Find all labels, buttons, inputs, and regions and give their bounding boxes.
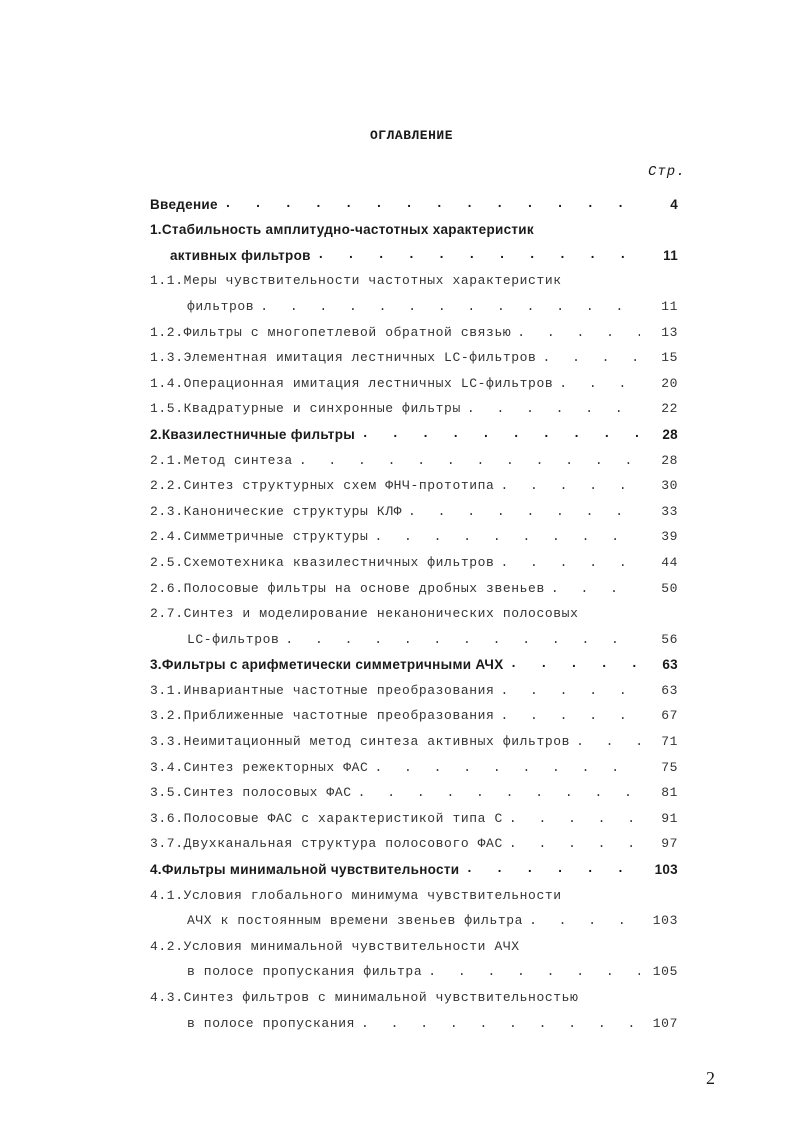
toc-entry-page: 105 [652, 964, 678, 980]
toc-entry-page: 103 [652, 913, 678, 929]
toc-entry-title: в полосе пропускания фильтра [187, 964, 423, 980]
toc-section-entry [150, 775, 678, 801]
toc-entry-title: Введение [150, 196, 218, 212]
toc-leader-dots [504, 657, 641, 672]
toc-section-entry [150, 493, 678, 519]
toc-section-entry [150, 698, 678, 724]
toc-leader-dots [503, 836, 640, 851]
toc-entry-title: фильтров [187, 298, 255, 314]
toc-entry-page: 56 [661, 631, 678, 647]
toc-entry-page: 44 [661, 554, 678, 570]
toc-entry-title: 3.4.Синтез режекторных ФАС [150, 759, 369, 775]
toc-leader-dots [511, 325, 640, 340]
toc-entry-title: 1.4.Операционная имитация лестничных LC-фильтров [150, 375, 554, 391]
toc-section-entry [150, 340, 678, 366]
toc-entry-page: 50 [661, 580, 678, 596]
toc-entry-page: 67 [661, 708, 678, 724]
toc-section-entry [150, 288, 678, 314]
toc-entry-title: 3.1.Инвариантные частотные преобразования [150, 682, 495, 698]
toc-entry-title: в полосе пропускания [187, 1015, 356, 1031]
toc-entry-title: 1.1.Меры чувствительности частотных характеристик [150, 273, 562, 289]
toc-entry-title: 4.1.Условия глобального минимума чувствительности [150, 887, 562, 903]
page-title: ОГЛАВЛЕНИЕ [369, 128, 453, 143]
toc-leader-dots [553, 376, 640, 391]
toc-leader-dots [368, 760, 640, 775]
toc-entry-title: 1.5.Квадратурные и синхронные фильтры [150, 401, 461, 417]
toc-leader-dots [279, 632, 640, 647]
toc-entry-title: 4.Фильтры минимальной чувствительности [150, 862, 460, 878]
toc-entry-title: 1.2.Фильтры с многопетлевой обратной связью [150, 324, 512, 340]
toc-section-entry [150, 672, 678, 698]
toc-section-entry [150, 749, 678, 775]
toc-leader-dots [494, 683, 640, 698]
toc-entry-title: 2.7.Синтез и моделирование неканонических полосовых [150, 606, 579, 622]
toc-section-entry [150, 928, 678, 954]
toc-section-entry [150, 391, 678, 417]
toc-chapter-entry [150, 851, 678, 877]
toc-entry-title: 2.1.Метод синтеза [150, 452, 293, 468]
toc-entry-title: 2.3.Канонические структуры КЛФ [150, 503, 403, 519]
toc-entry-title: 2.4.Симметричные структуры [150, 529, 369, 545]
toc-entry-page: 71 [661, 734, 678, 750]
toc-section-entry [150, 442, 678, 468]
toc-entry-page: 30 [661, 478, 678, 494]
table-of-contents [150, 186, 678, 1031]
toc-section-entry [150, 621, 678, 647]
toc-section-entry [150, 468, 678, 494]
toc-entry-title: 2.5.Схемотехника квазилестничных фильтров [150, 554, 495, 570]
toc-section-entry [150, 1005, 678, 1031]
toc-leader-dots [368, 529, 640, 544]
toc-entry-title: 3.Фильтры с арифметически симметричными АЧХ [150, 657, 504, 673]
toc-entry-title: 4.3.Синтез фильтров с минимальной чувствительностью [150, 990, 579, 1005]
toc-chapter-entry [150, 416, 678, 442]
toc-chapter-entry [150, 186, 678, 212]
toc-section-entry [150, 903, 678, 929]
toc-leader-dots [494, 478, 640, 493]
toc-entry-title: 3.6.Полосовые ФАС с характеристикой типа С [150, 810, 503, 826]
toc-leader-dots [352, 785, 640, 800]
toc-section-entry [150, 826, 678, 852]
toc-section-entry [150, 519, 678, 545]
toc-entry-page: 63 [662, 657, 678, 673]
toc-section-entry [150, 877, 678, 903]
toc-leader-dots [503, 811, 640, 826]
toc-entry-page: 22 [661, 401, 678, 417]
toc-leader-dots [545, 581, 640, 596]
toc-leader-dots [218, 197, 640, 212]
toc-section-entry [150, 596, 678, 622]
toc-entry-page: 75 [661, 759, 678, 775]
toc-leader-dots [355, 1016, 640, 1031]
page-number: 2 [706, 1068, 715, 1088]
toc-entry-page: 33 [661, 503, 678, 519]
toc-leader-dots [402, 504, 640, 519]
toc-section-entry [150, 800, 678, 826]
toc-entry-page: 20 [661, 375, 678, 391]
toc-section-entry [150, 365, 678, 391]
toc-entry-title: 2.6.Полосовые фильтры на основе дробных звеньев [150, 580, 545, 596]
toc-entry-page: 28 [661, 452, 678, 468]
toc-entry-title: 1.Стабильность амплитудно-частотных характеристик [150, 222, 534, 238]
toc-section-entry [150, 263, 678, 289]
toc-entry-page: 13 [661, 324, 678, 340]
toc-leader-dots [536, 350, 640, 365]
toc-leader-dots [293, 453, 640, 468]
toc-leader-dots [355, 427, 640, 442]
toc-leader-dots [461, 401, 640, 416]
toc-entry-title: 3.5.Синтез полосовых ФАС [150, 785, 352, 801]
toc-entry-title: активных фильтров [170, 247, 311, 263]
toc-entry-title: 3.7.Двухканальная структура полосового ФАС [150, 836, 503, 852]
toc-leader-dots [422, 964, 640, 979]
toc-entry-title: 3.2.Приближенные частотные преобразования [150, 708, 495, 724]
toc-section-entry [150, 544, 678, 570]
toc-entry-title: 3.3.Неимитационный метод синтеза активных фильтров [150, 734, 571, 750]
toc-entry-title: 2.2.Синтез структурных схем ФНЧ-прототипа [150, 478, 495, 494]
toc-entry-page: 63 [661, 682, 678, 698]
toc-chapter-entry [150, 212, 678, 238]
toc-leader-dots [523, 913, 640, 928]
toc-entry-page: 39 [661, 529, 678, 545]
toc-chapter-entry [150, 647, 678, 673]
toc-leader-dots [311, 248, 640, 263]
toc-leader-dots [254, 299, 640, 314]
toc-leader-dots [494, 708, 640, 723]
toc-entry-page: 28 [662, 426, 678, 442]
page-column-label: Стр. [648, 164, 686, 180]
toc-entry-page: 91 [661, 810, 678, 826]
toc-entry-title: АЧХ к постоянным времени звеньев фильтра [187, 913, 524, 929]
toc-entry-title: 2.Квазилестничные фильтры [150, 426, 356, 442]
toc-chapter-entry [150, 237, 678, 263]
toc-section-entry [150, 723, 678, 749]
toc-entry-title: 1.3.Элементная имитация лестничных LC-фильтров [150, 350, 537, 366]
toc-leader-dots [494, 555, 640, 570]
toc-entry-page: 107 [652, 1015, 678, 1031]
toc-entry-page: 97 [661, 836, 678, 852]
toc-entry-page: 103 [654, 862, 678, 878]
toc-section-entry [150, 979, 678, 1005]
toc-entry-page: 15 [661, 350, 678, 366]
toc-section-entry [150, 954, 678, 980]
toc-entry-title: LC-фильтров [187, 631, 280, 647]
toc-section-entry [150, 570, 678, 596]
toc-entry-page: 81 [661, 785, 678, 801]
toc-entry-page: 11 [661, 298, 678, 314]
toc-leader-dots [459, 862, 640, 877]
toc-entry-page: 11 [663, 247, 678, 263]
toc-section-entry [150, 314, 678, 340]
toc-entry-page: 4 [670, 196, 678, 212]
toc-entry-title: 4.2.Условия минимальной чувствительности АЧХ [150, 938, 520, 954]
toc-leader-dots [570, 734, 640, 749]
